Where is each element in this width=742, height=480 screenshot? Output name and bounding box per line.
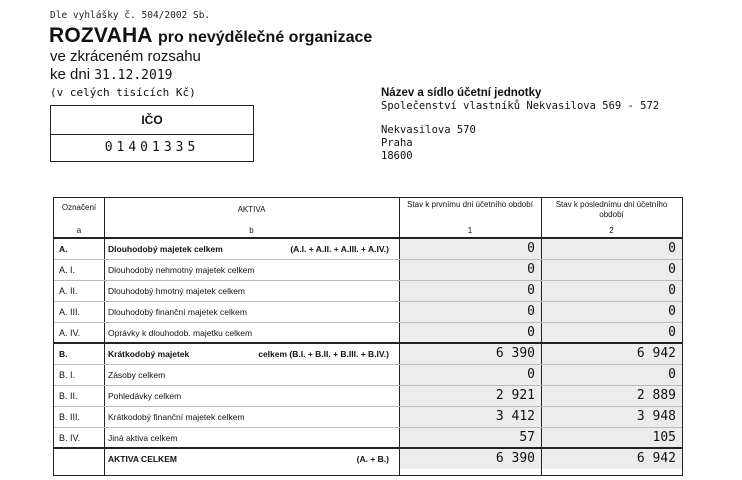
date-prefix: ke dni [50, 66, 91, 83]
subheader-code: a [76, 226, 82, 235]
row-value-last: 6 942 [636, 346, 676, 361]
row-value-last: 6 942 [636, 451, 676, 466]
row-value-last: 0 [668, 262, 676, 277]
row-value-first: 0 [527, 262, 535, 277]
row-code: B. I. [59, 370, 76, 380]
row-label: Oprávky k dlouhodob. majetku celkem [108, 328, 253, 338]
entity-city: Praha [381, 137, 413, 149]
row-label: Krátkodobý finanční majetek celkem [108, 412, 245, 422]
row-value-first: 2 921 [495, 388, 535, 403]
row-value-first: 6 390 [495, 346, 535, 361]
row-label: Zásoby celkem [108, 370, 166, 380]
column-divider [104, 198, 105, 475]
row-code: A. I. [59, 265, 76, 275]
row-value-last: 0 [668, 241, 676, 256]
row-divider [54, 406, 682, 407]
ico-box [50, 105, 254, 162]
title-main: ROZVAHA [49, 24, 152, 47]
col-header-last-day: Stav k poslednímu dni účetního období [555, 200, 668, 219]
row-divider [54, 385, 682, 386]
subheader-col2: 2 [609, 226, 614, 235]
entity-zip: 18600 [381, 150, 413, 162]
row-value-last: 2 889 [636, 388, 676, 403]
row-value-first: 0 [527, 367, 535, 382]
row-code: B. IV. [59, 433, 81, 443]
row-divider [54, 447, 682, 449]
row-value-first: 0 [527, 241, 535, 256]
row-divider [54, 301, 682, 302]
col-header-name: AKTIVA [237, 205, 266, 214]
entity-street: Nekvasilova 570 [381, 124, 476, 136]
entity-heading: Název a sídlo účetní jednotky [381, 87, 542, 99]
entity-name: Společenství vlastníků Nekvasilova 569 - 572 [381, 100, 660, 112]
page-title [49, 24, 372, 48]
row-code: A. IV. [59, 328, 81, 338]
row-divider [54, 259, 682, 260]
ico-value: 01401335 [104, 140, 200, 155]
date-value: 31.12.2019 [94, 68, 173, 83]
row-value-first: 0 [527, 304, 535, 319]
row-code: A. [59, 244, 68, 254]
row-value-last: 0 [668, 283, 676, 298]
row-formula: (A.I. + A.II. + A.III. + A.IV.) [290, 244, 389, 254]
row-divider [54, 280, 682, 281]
row-code: B. [59, 349, 68, 359]
row-divider [54, 427, 682, 428]
legal-note: Dle vyhlášky č. 504/2002 Sb. [50, 10, 211, 21]
row-value-first: 6 390 [495, 451, 535, 466]
ico-label: IČO [51, 106, 253, 135]
row-divider [54, 364, 682, 365]
row-formula: celkem (B.I. + B.II. + B.III. + B.IV.) [258, 349, 389, 359]
row-value-first: 0 [527, 283, 535, 298]
row-label: Dlouhodobý majetek celkem [108, 244, 223, 254]
balance-sheet-table [53, 197, 683, 476]
row-divider [54, 342, 682, 344]
subheader-col1: 1 [467, 226, 473, 235]
row-divider [54, 322, 682, 323]
col-header-code: Označení [61, 203, 97, 212]
row-code: A. II. [59, 286, 78, 296]
row-label: Pohledávky celkem [108, 391, 182, 401]
row-label: Jiná aktiva celkem [108, 433, 178, 443]
row-label: Dlouhodobý hmotný majetek celkem [108, 286, 246, 296]
row-value-first: 57 [519, 430, 535, 445]
row-value-last: 0 [668, 304, 676, 319]
row-value-last: 105 [652, 430, 676, 445]
header-divider [54, 237, 682, 239]
row-value-first: 0 [527, 325, 535, 340]
row-code: B. II. [59, 391, 78, 401]
row-formula: (A. + B.) [356, 454, 389, 464]
title-rest: pro nevýdělečné organizace [157, 29, 373, 46]
row-label: Krátkodobý majetek [108, 349, 190, 359]
title-subtitle: ve zkráceném rozsahu [50, 48, 201, 65]
row-value-last: 0 [668, 367, 676, 382]
row-value-last: 0 [668, 325, 676, 340]
col-header-first-day: Stav k prvnímu dni účetního období [407, 200, 533, 209]
row-code: A. III. [59, 307, 81, 317]
units-note: (v celých tisících Kč) [50, 86, 196, 99]
row-value-last: 3 948 [636, 409, 676, 424]
row-label: Dlouhodobý finanční majetek celkem [108, 307, 247, 317]
subheader-name: b [249, 226, 254, 235]
row-label: Dlouhodobý nehmotný majetek celkem [108, 265, 255, 275]
row-code: B. III. [59, 412, 81, 422]
balance-date [50, 66, 172, 83]
row-value-first: 3 412 [495, 409, 535, 424]
row-label: AKTIVA CELKEM [108, 454, 177, 464]
